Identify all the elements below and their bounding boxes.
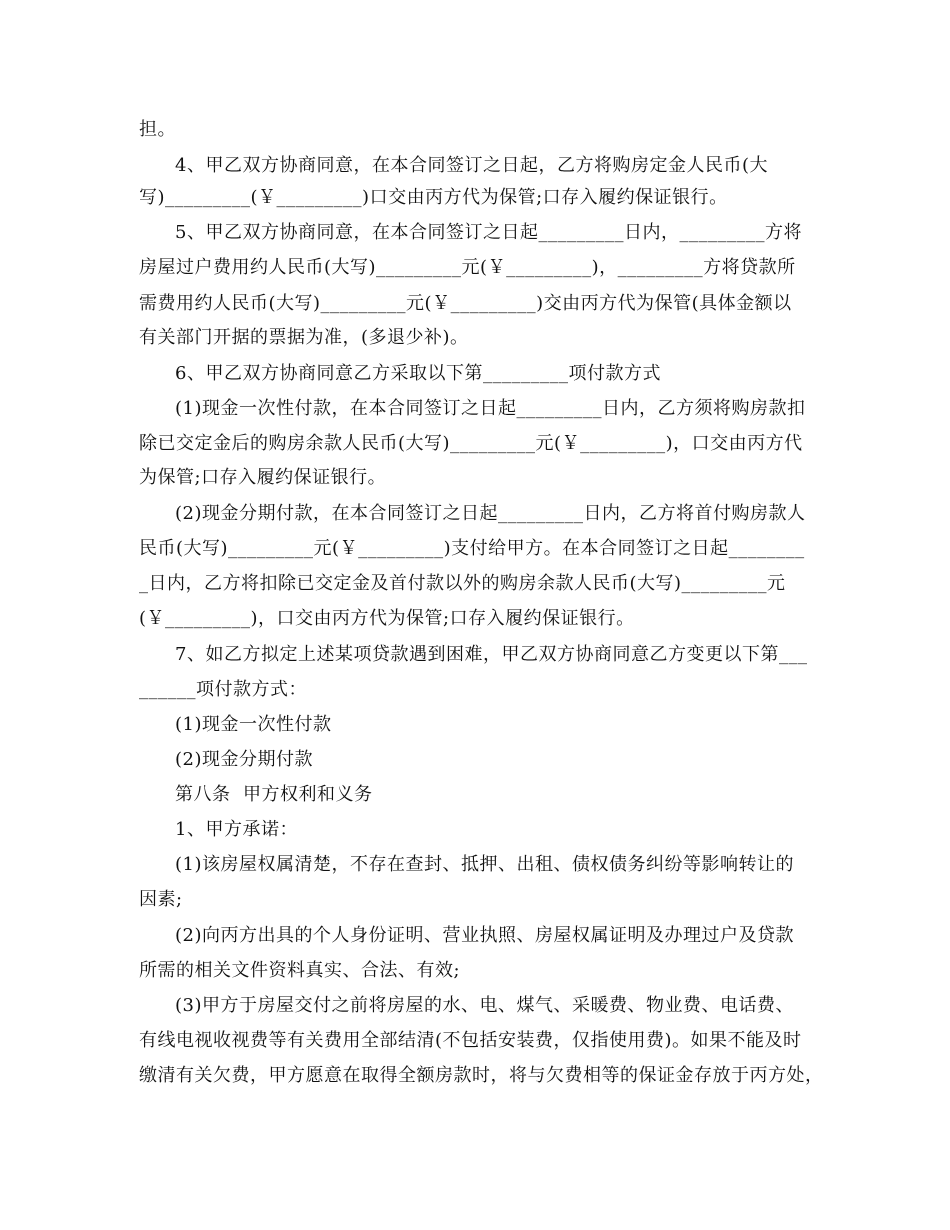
text-line: 为保管;口存入履约保证银行。 xyxy=(139,467,387,488)
text-line: (￥_________)，口交由丙方代为保管;口存入履约保证银行。 xyxy=(139,608,635,629)
text-line: 除已交定金后的购房余款人民币(大写)_________元(￥_________)，口交由丙方代 xyxy=(139,433,803,454)
text-line: 5、甲乙双方协商同意，在本合同签订之日起_________日内，_________方将 xyxy=(175,222,802,243)
text-line: 4、甲乙双方协商同意，在本合同签订之日起，乙方将购房定金人民币(大 xyxy=(175,155,768,176)
text-line: (1)现金一次性付款 xyxy=(175,714,332,735)
text-line: 1、甲方承诺： xyxy=(175,819,298,840)
text-line: 民币(大写)_________元(￥_________)支付给甲方。在本合同签订之日起________ xyxy=(139,538,805,559)
text-line: 有线电视收视费等有关费用全部结清(不包括安装费，仅指使用费)。如果不能及时 xyxy=(139,1030,802,1051)
text-line: 6、甲乙双方协商同意乙方采取以下第_________项付款方式 xyxy=(175,363,661,384)
text-line: _日内，乙方将扣除已交定金及首付款以外的购房余款人民币(大写)_________元 xyxy=(139,573,786,594)
text-line: 担。 xyxy=(139,119,176,140)
text-line: 写)_________(￥_________)口交由丙方代为保管;口存入履约保证银行。 xyxy=(139,187,728,208)
text-line: (2)现金分期付款 xyxy=(175,749,313,770)
text-line: (3)甲方于房屋交付之前将房屋的水、电、煤气、采暖费、物业费、电话费、 xyxy=(175,995,794,1016)
text-line: (2)向丙方出具的个人身份证明、营业执照、房屋权属证明及办理过户及贷款 xyxy=(175,925,794,946)
text-line: 7、如乙方拟定上述某项贷款遇到困难，甲乙双方协商同意乙方变更以下第___ xyxy=(175,644,808,665)
text-line: 有关部门开据的票据为准，(多退少补)。 xyxy=(139,327,469,348)
section-heading: 第八条 甲方权利和义务 xyxy=(175,784,373,805)
text-line: 需费用约人民币(大写)_________元(￥_________)交由丙方代为保管(具体金额以 xyxy=(139,293,792,314)
text-line: ______项付款方式： xyxy=(139,679,307,700)
text-line: (1)现金一次性付款，在本合同签订之日起_________日内，乙方须将购房款扣 xyxy=(175,398,806,419)
text-line: 房屋过户费用约人民币(大写)_________元(￥_________)，_________方将贷款所 xyxy=(139,257,796,278)
text-line: (2)现金分期付款，在本合同签订之日起_________日内，乙方将首付购房款人 xyxy=(175,503,806,524)
text-line: 所需的相关文件资料真实、合法、有效; xyxy=(139,960,461,981)
text-line: (1)该房屋权属清楚，不存在查封、抵押、出租、债权债务纠纷等影响转让的 xyxy=(175,854,794,875)
text-line: 缴清有关欠费，甲方愿意在取得全额房款时，将与欠费相等的保证金存放于丙方处， xyxy=(139,1065,824,1086)
text-line: 因素; xyxy=(139,889,183,910)
